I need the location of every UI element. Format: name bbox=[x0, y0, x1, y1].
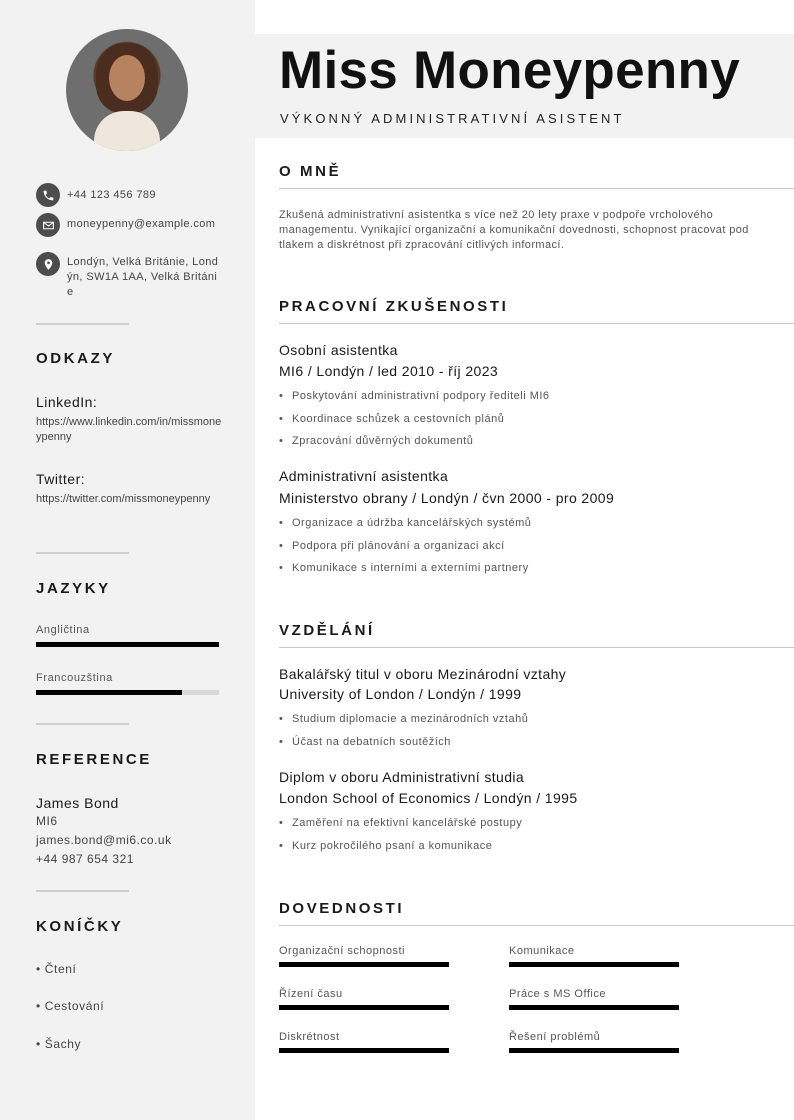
skill-name: Řešení problémů bbox=[509, 1031, 601, 1043]
hobby-item: • Šachy bbox=[36, 1037, 82, 1051]
section-rule bbox=[279, 188, 794, 189]
education-title: Diplom v oboru Administrativní studia bbox=[279, 769, 525, 785]
phone-icon bbox=[36, 183, 60, 207]
divider bbox=[36, 323, 129, 325]
twitter-link[interactable]: https://twitter.com/missmoneypenny bbox=[36, 493, 211, 505]
hobbies-heading: KONÍČKY bbox=[36, 918, 124, 935]
location-icon bbox=[36, 252, 60, 276]
reference-email[interactable]: james.bond@mi6.co.uk bbox=[36, 833, 172, 847]
education-bullet: • Účast na debatních soutěžích bbox=[279, 736, 451, 748]
skill-name: Organizační schopnosti bbox=[279, 945, 405, 957]
skill-name: Řízení času bbox=[279, 988, 343, 1000]
reference-phone: +44 987 654 321 bbox=[36, 852, 134, 866]
education-bullet: • Zaměření na efektivní kancelářské postupy bbox=[279, 817, 522, 829]
language-name: Angličtina bbox=[36, 624, 90, 636]
divider bbox=[36, 890, 129, 892]
skill-name: Komunikace bbox=[509, 945, 575, 957]
sidebar bbox=[0, 0, 255, 1120]
linkedin-link[interactable]: https://www.linkedin.com/in/missmoneypenny bbox=[36, 416, 222, 443]
section-rule bbox=[279, 323, 794, 324]
skill-bar-fill bbox=[279, 1005, 449, 1010]
job-bullet: • Poskytování administrativní podpory řediteli MI6 bbox=[279, 390, 550, 402]
person-name: Miss Moneypenny bbox=[279, 41, 740, 100]
skill-bar-fill bbox=[279, 1048, 449, 1053]
languages-heading: JAZYKY bbox=[36, 580, 111, 597]
skill-bar-track bbox=[509, 1048, 679, 1053]
experience-heading: PRACOVNÍ ZKUŠENOSTI bbox=[279, 298, 509, 315]
job-title: Osobní asistentka bbox=[279, 342, 398, 358]
skill-name: Diskrétnost bbox=[279, 1031, 340, 1043]
skill-bar-track bbox=[509, 962, 679, 967]
email-icon bbox=[36, 213, 60, 237]
skill-bar-track bbox=[279, 1005, 449, 1010]
person-title: VÝKONNÝ ADMINISTRATIVNÍ ASISTENT bbox=[280, 111, 625, 126]
address-text: Londýn, Velká Británie, Londýn, SW1A 1AA, Velká Británie bbox=[67, 256, 219, 298]
linkedin-label: LinkedIn: bbox=[36, 394, 98, 410]
avatar bbox=[66, 29, 188, 151]
language-name: Francouzština bbox=[36, 672, 113, 684]
job-bullet: • Komunikace s interními a externími partnery bbox=[279, 562, 529, 574]
job-bullet: • Podpora při plánování a organizaci akcí bbox=[279, 540, 505, 552]
skill-bar-fill bbox=[509, 1005, 679, 1010]
education-bullet: • Studium diplomacie a mezinárodních vztahů bbox=[279, 713, 528, 725]
education-heading: VZDĚLÁNÍ bbox=[279, 622, 375, 639]
hobby-item: • Cestování bbox=[36, 999, 105, 1013]
education-meta: London School of Economics / Londýn / 1995 bbox=[279, 790, 578, 806]
divider bbox=[36, 552, 129, 554]
hobby-label: Cestování bbox=[44, 999, 105, 1013]
skill-bar-track bbox=[509, 1005, 679, 1010]
avatar-shoulders bbox=[94, 111, 160, 151]
job-meta: MI6 / Londýn / led 2010 - říj 2023 bbox=[279, 363, 499, 379]
skills-heading: DOVEDNOSTI bbox=[279, 900, 405, 917]
divider bbox=[36, 723, 129, 725]
language-bar-track bbox=[36, 642, 219, 647]
twitter-label: Twitter: bbox=[36, 471, 86, 487]
job-title: Administrativní asistentka bbox=[279, 468, 449, 484]
language-bar-fill bbox=[36, 690, 182, 695]
section-rule bbox=[279, 925, 794, 926]
skill-bar-track bbox=[279, 1048, 449, 1053]
reference-company: MI6 bbox=[36, 814, 58, 828]
language-bar-fill bbox=[36, 642, 219, 647]
skill-bar-fill bbox=[509, 962, 679, 967]
job-bullet: • Koordinace schůzek a cestovních plánů bbox=[279, 413, 504, 425]
about-text: Zkušená administrativní asistentka s více než 20 lety praxe v podpoře vrcholového managementu. Vynikající organizační a komunikační dovednosti, schopnost pracovat pod tlakem a diskrétnost při zpracování citlivých informací. bbox=[279, 209, 749, 251]
education-meta: University of London / Londýn / 1999 bbox=[279, 686, 522, 702]
reference-name: James Bond bbox=[36, 795, 119, 811]
reference-heading: REFERENCE bbox=[36, 751, 152, 768]
skill-bar-fill bbox=[279, 962, 449, 967]
education-bullet: • Kurz pokročilého psaní a komunikace bbox=[279, 840, 492, 852]
links-heading: ODKAZY bbox=[36, 350, 115, 367]
phone-text: +44 123 456 789 bbox=[67, 189, 156, 201]
language-bar-track bbox=[36, 690, 219, 695]
skill-name: Práce s MS Office bbox=[509, 988, 606, 1000]
about-heading: O MNĚ bbox=[279, 163, 342, 180]
contact-email[interactable] bbox=[36, 213, 217, 237]
skill-bar-track bbox=[279, 962, 449, 967]
job-meta: Ministerstvo obrany / Londýn / čvn 2000 - pro 2009 bbox=[279, 490, 615, 506]
contact-address bbox=[36, 252, 222, 300]
job-bullet: • Zpracování důvěrných dokumentů bbox=[279, 435, 473, 447]
avatar-face bbox=[109, 55, 145, 101]
hobby-label: Šachy bbox=[44, 1037, 82, 1051]
hobby-item: • Čtení bbox=[36, 962, 77, 976]
education-title: Bakalářský titul v oboru Mezinárodní vztahy bbox=[279, 666, 567, 682]
section-rule bbox=[279, 647, 794, 648]
skill-bar-fill bbox=[509, 1048, 679, 1053]
job-bullet: • Organizace a údržba kancelářských systémů bbox=[279, 517, 531, 529]
hobby-label: Čtení bbox=[44, 962, 77, 976]
email-text[interactable]: moneypenny@example.com bbox=[67, 218, 216, 230]
contact-phone bbox=[36, 183, 217, 207]
